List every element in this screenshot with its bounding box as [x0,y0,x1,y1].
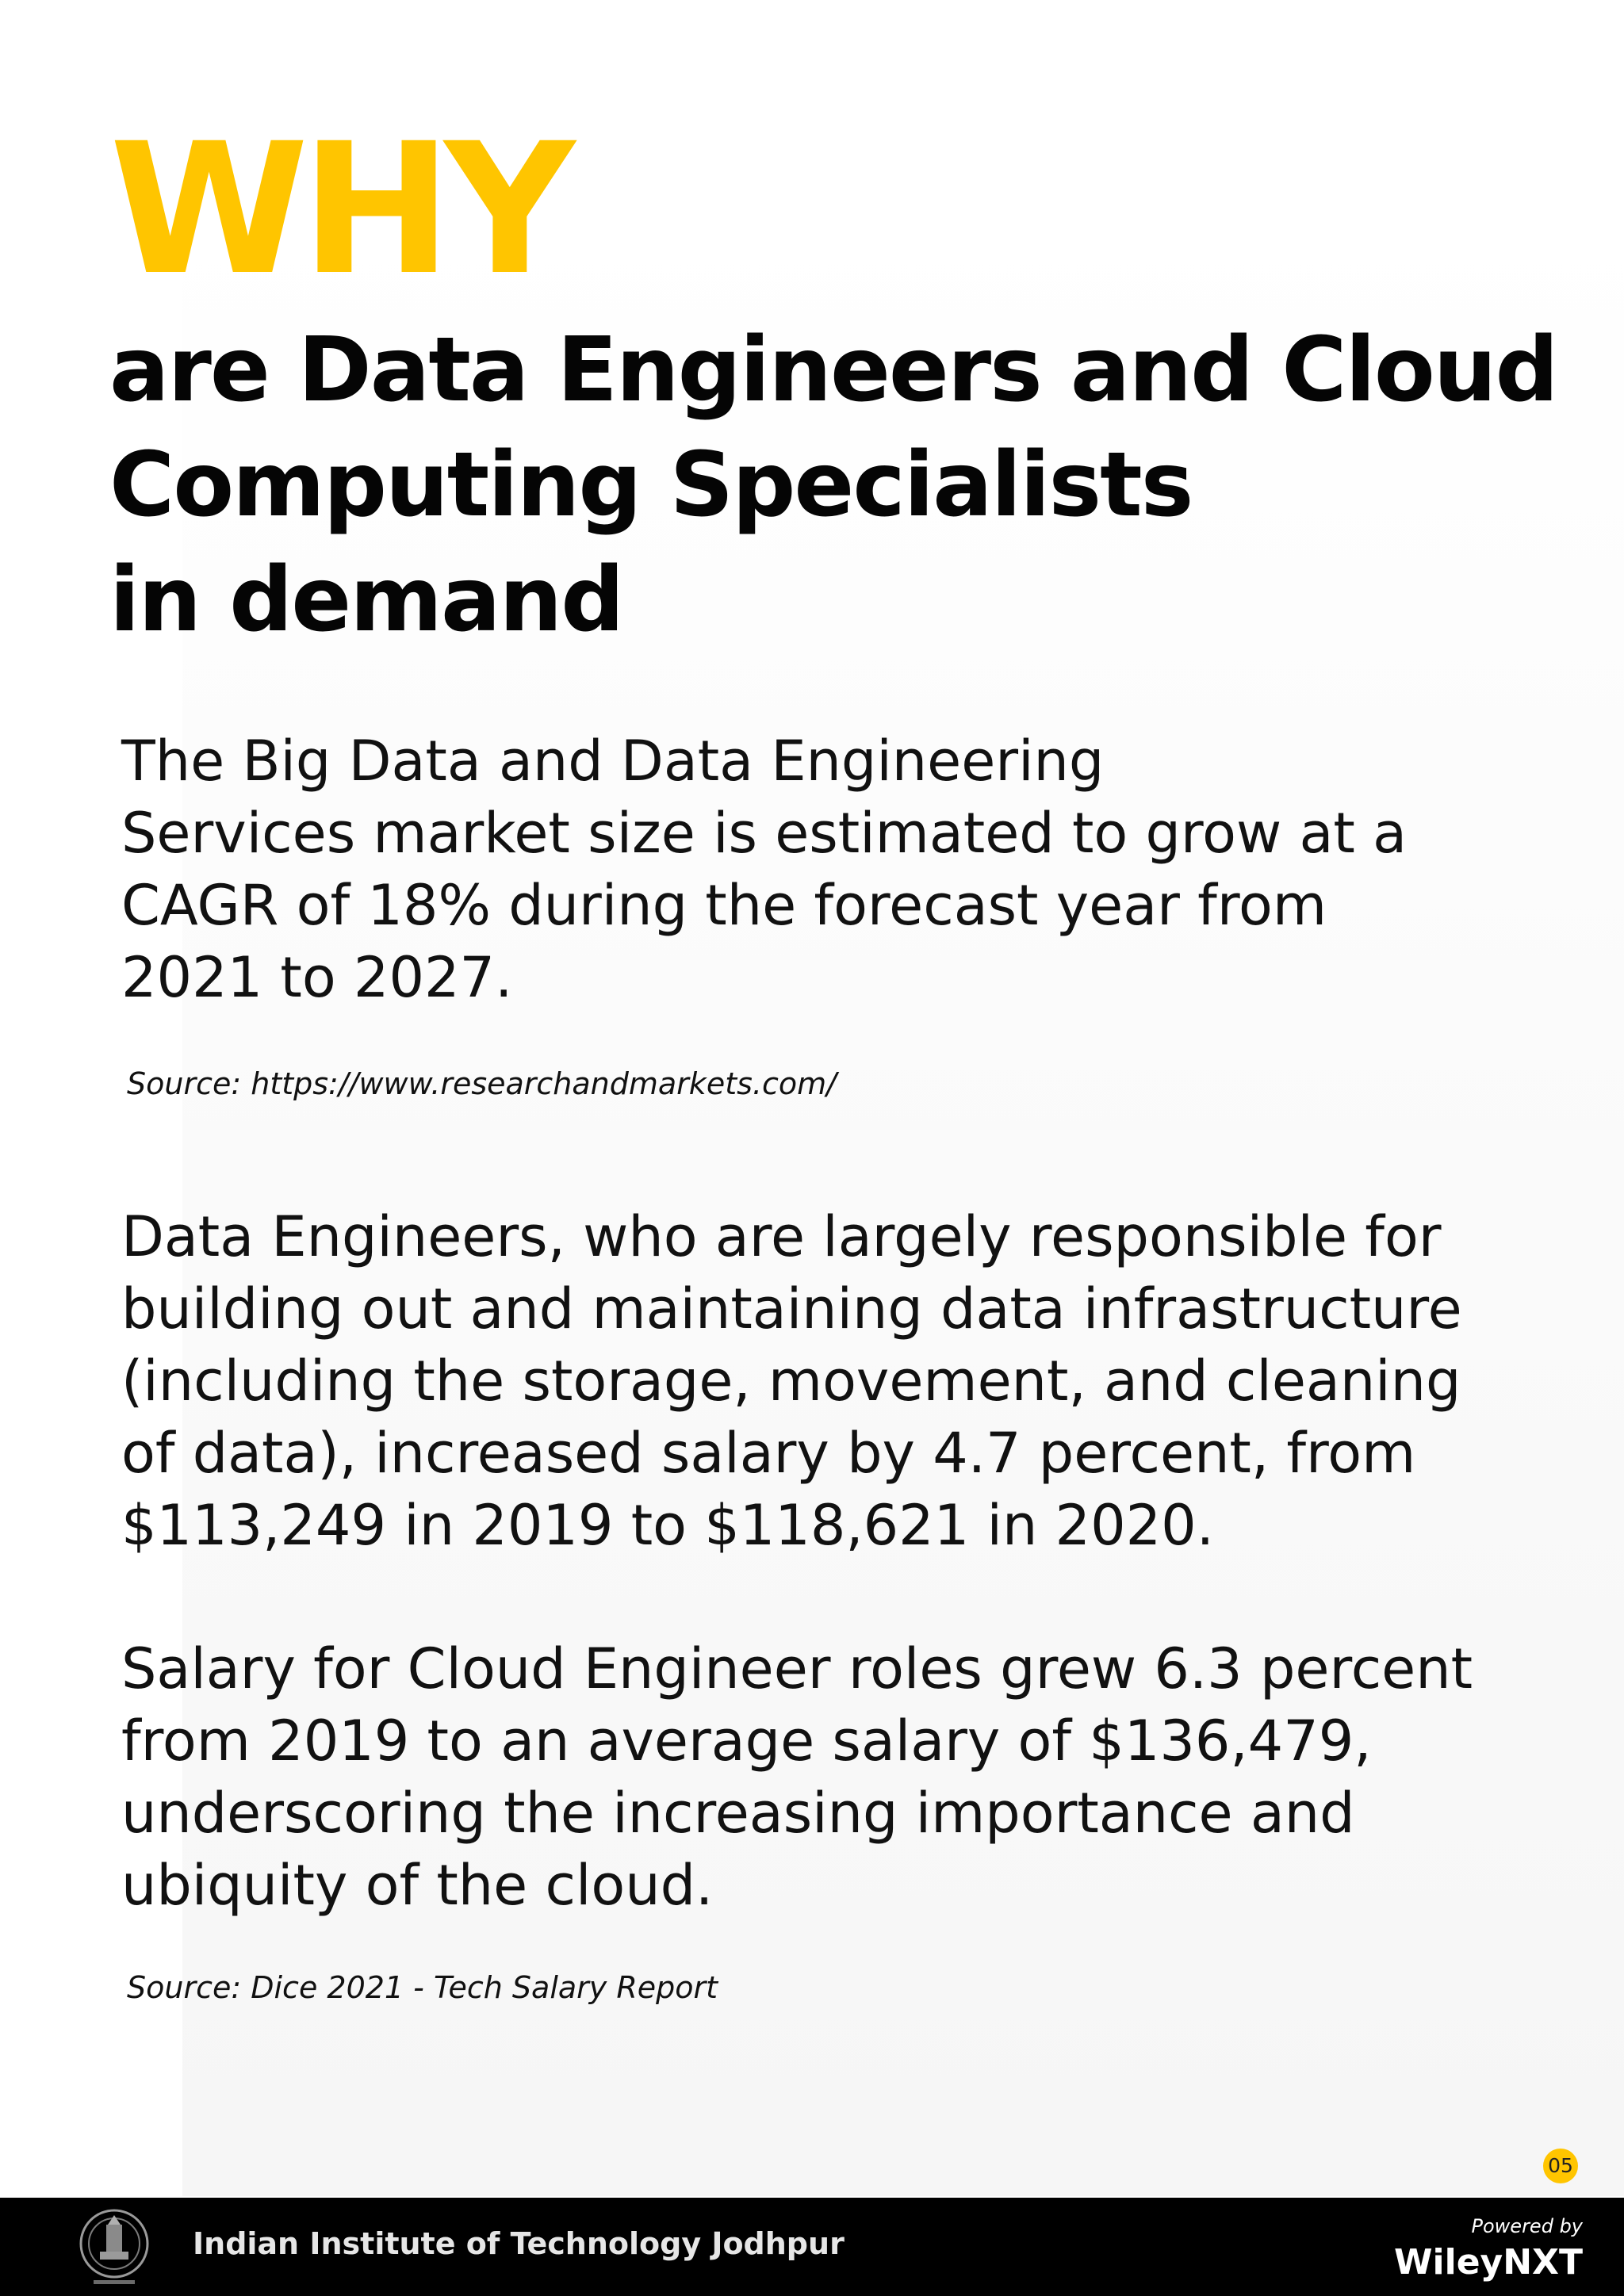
paragraph-line: CAGR of 18% during the forecast year from [121,873,1327,938]
page-title [109,313,1600,658]
powered-by-label: Powered by [1471,2215,1583,2237]
source-citation: Source: Dice 2021 - Tech Salary Report [127,1970,718,2005]
paragraph-line: building out and maintaining data infrastructure [121,1276,1462,1341]
paragraph-line: Data Engineers, who are largely responsible for [121,1204,1442,1269]
headline-why: WHY [109,104,568,315]
data-engineer-salary-paragraph [121,1201,1565,1562]
source-citation: Source: https://www.researchandmarkets.com/ [127,1066,837,1101]
paragraph-line: Salary for Cloud Engineer roles grew 6.3 percent [121,1636,1473,1701]
paragraph-line: Services market size is estimated to grow at a [121,801,1407,866]
footer-bar [0,2198,1624,2296]
paragraph-line: 2021 to 2027. [121,945,513,1010]
paragraph-line: underscoring the increasing importance and [121,1781,1355,1846]
title-line: in demand [109,549,623,652]
paragraph-line: The Big Data and Data Engineering [121,729,1105,794]
institute-name: Indian Institute of Technology Jodhpur [193,2226,845,2261]
page-number-badge: 05 [1543,2149,1578,2183]
title-line: Computing Specialists [109,434,1193,537]
market-growth-paragraph [121,725,1565,1014]
cloud-engineer-salary-paragraph [121,1633,1565,1922]
paragraph-line: from 2019 to an average salary of $136,479, [121,1709,1372,1774]
title-line: are Data Engineers and Cloud [109,319,1557,422]
paragraph-line: ubiquity of the cloud. [121,1853,714,1918]
paragraph-line: of data), increased salary by 4.7 percent, from [121,1421,1416,1486]
brand-name: WileyNXT [1394,2242,1583,2283]
paragraph-line: $113,249 in 2019 to $118,621 in 2020. [121,1493,1214,1558]
iit-jodhpur-logo-icon [76,2206,152,2288]
paragraph-line: (including the storage, movement, and cleaning [121,1349,1461,1414]
